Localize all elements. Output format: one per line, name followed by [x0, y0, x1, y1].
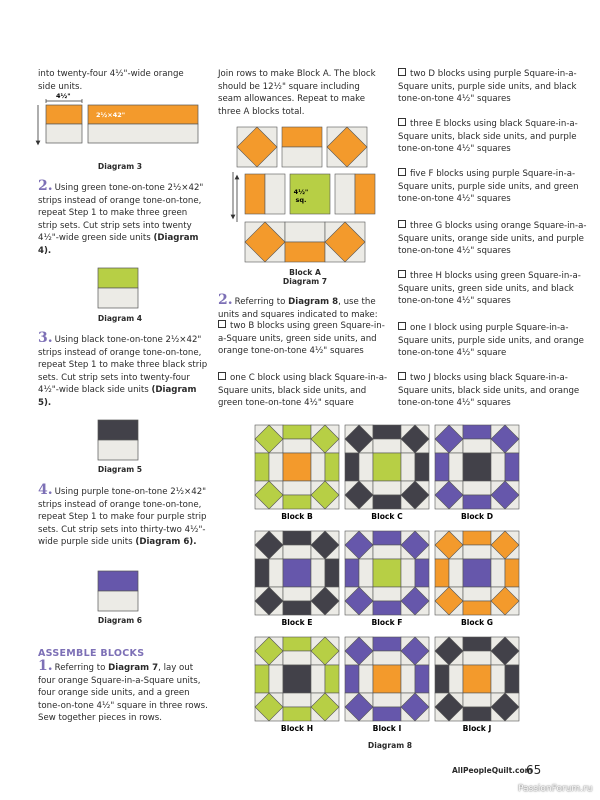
block-label: Block B [281, 512, 313, 521]
side-strip [491, 453, 505, 481]
side-strip [282, 147, 322, 167]
side-strip [283, 425, 311, 439]
checklist-text: two J blocks using black Square-in-a-Square units, black side units, and orange tone-on-tone 4½" squares [398, 373, 580, 409]
side-strip [373, 531, 401, 545]
side-strip [359, 559, 373, 587]
diagram-5-caption: Diagram 5 [97, 465, 143, 474]
diagram-7 [229, 122, 379, 272]
block-c [345, 425, 429, 509]
side-strip [373, 439, 401, 453]
side-strip [335, 174, 355, 214]
side-strip [505, 453, 519, 481]
diagram-6-caption: Diagram 6 [97, 616, 143, 625]
side-strip [373, 637, 401, 651]
assemble-step1-text-a: Referring to [54, 663, 109, 673]
checklist-item-d[interactable] [398, 68, 593, 106]
checklist-item-c[interactable] [218, 372, 388, 410]
side-strip [449, 453, 463, 481]
center-square [283, 453, 311, 481]
checklist-text: five F blocks using purple Square-in-a-Square units, purple side units, and green tone-on-tone 4½" squares [398, 169, 579, 205]
side-strip [283, 545, 311, 559]
side-strip [265, 174, 285, 214]
col2-intro: Join rows to make Block A. The block should be 12½" square including seam allowances. Repeat to make three A blocks total. [218, 69, 376, 117]
side-strip [463, 481, 491, 495]
side-strip [463, 707, 491, 721]
side-strip [283, 495, 311, 509]
block-label: Block J [462, 724, 492, 733]
side-strip [345, 665, 359, 693]
side-strip [373, 707, 401, 721]
page-number: 65 [526, 763, 542, 777]
checkbox[interactable] [398, 322, 406, 330]
side-strip [373, 495, 401, 509]
side-strip [325, 453, 339, 481]
side-strip [435, 453, 449, 481]
block-label: Block E [281, 618, 313, 627]
col2-step2-text-a: Referring to [234, 297, 289, 307]
side-strip [415, 453, 429, 481]
checkbox[interactable] [398, 168, 406, 176]
checkbox[interactable] [398, 270, 406, 278]
side-strip [373, 651, 401, 665]
watermark: PassionForum.ru [518, 784, 593, 794]
side-strip [463, 425, 491, 439]
side-strip [373, 587, 401, 601]
block-h [255, 637, 339, 721]
checklist-text: one I block using purple Square-in-a-Square units, purple side units, and orange tone-on-tone 4½" square [398, 323, 584, 359]
side-strip [283, 693, 311, 707]
step4-text: Using purple tone-on-tone 2½×42" strips instead of orange tone-on-tone, repeat Step 1 to make four purple strip sets. Cut strip sets into thirty-two 4½"-wide purple side units [38, 487, 207, 548]
side-strip [285, 222, 325, 242]
side-strip [401, 559, 415, 587]
diagram-6 [98, 571, 140, 613]
col2-step2-text-b: , use the units and squares indicated to make: [218, 297, 378, 320]
block-label: Block H [280, 724, 314, 733]
checkbox[interactable] [398, 118, 406, 126]
block-e [255, 531, 339, 615]
block-label: Block D [460, 512, 494, 521]
side-strip [401, 665, 415, 693]
assemble-step1-number: 1. [38, 658, 53, 674]
side-strip [463, 439, 491, 453]
center-square [283, 665, 311, 693]
step2-ref: (Diagram 4). [38, 233, 199, 256]
side-strip [373, 693, 401, 707]
side-strip [283, 439, 311, 453]
diagram7-center-label-a: 4½" [293, 188, 309, 196]
block-d [435, 425, 519, 509]
center-square [373, 559, 401, 587]
checkbox[interactable] [218, 320, 226, 328]
side-strip [463, 637, 491, 651]
footer-site: AllPeopleQuilt.com [452, 766, 533, 775]
side-strip [283, 531, 311, 545]
col1-step2 [38, 180, 208, 258]
block-label: Block F [371, 618, 403, 627]
side-strip [491, 559, 505, 587]
side-strip [449, 665, 463, 693]
diagram-8 [255, 425, 535, 755]
side-strip [373, 601, 401, 615]
side-strip [463, 545, 491, 559]
side-strip [373, 481, 401, 495]
step2-text: Using green tone-on-tone 2½×42" strips instead of orange tone-on-tone, repeat Step 1 to make three green strip sets. Cut strip sets into twenty 4½"-wide green side units [38, 183, 204, 244]
checklist-item-i[interactable] [398, 322, 593, 360]
side-strip [311, 665, 325, 693]
checklist-item-f[interactable] [398, 168, 593, 206]
col2-step2-ref: Diagram 8 [288, 297, 339, 307]
checklist-item-g[interactable] [398, 220, 593, 258]
side-strip [415, 559, 429, 587]
block-label: Block I [372, 724, 402, 733]
checkbox[interactable] [218, 372, 226, 380]
checklist-item-e[interactable] [398, 118, 593, 156]
diagram-8-caption: Diagram 8 [367, 741, 413, 750]
side-strip [435, 559, 449, 587]
side-strip [283, 637, 311, 651]
block-j [435, 637, 519, 721]
center-square [283, 559, 311, 587]
side-strip [491, 665, 505, 693]
side-strip [463, 601, 491, 615]
diagram-3 [30, 92, 200, 165]
side-strip [285, 242, 325, 262]
assemble-step1 [38, 660, 208, 725]
diagram-4 [98, 268, 140, 310]
step3-ref: (Diagram 5). [38, 385, 197, 408]
side-strip [269, 453, 283, 481]
center-square [463, 453, 491, 481]
side-strip [449, 559, 463, 587]
checklist-item-h[interactable] [398, 270, 593, 308]
side-strip [355, 174, 375, 214]
step4-ref: (Diagram 6). [135, 537, 197, 548]
center-square [463, 665, 491, 693]
block-label: Block G [460, 618, 494, 627]
checklist-item-b[interactable] [218, 320, 388, 358]
diagram3-width-label: 4½" [56, 92, 71, 100]
side-strip [463, 651, 491, 665]
checklist-text: three H blocks using green Square-in-a-Square units, green side units, and black tone-on-tone 4½" squares [398, 271, 581, 307]
col1-intro: into twenty-four 4½"-wide orange side units. [38, 69, 184, 92]
col2-step2-number: 2. [218, 292, 233, 308]
side-strip [282, 127, 322, 147]
diagram-5 [98, 420, 140, 462]
side-strip [373, 545, 401, 559]
side-strip [255, 665, 269, 693]
assemble-step1-text-b: , lay out four orange Square-in-a-Square units, four orange side units, and a green tone-on-tone 4½" square in three rows. Sew together pieces in rows. [38, 663, 208, 724]
diagram3-strip-label: 2½×42" [96, 111, 126, 119]
side-strip [283, 651, 311, 665]
side-strip [325, 665, 339, 693]
col1-step4 [38, 484, 208, 549]
block-i [345, 637, 429, 721]
side-strip [245, 174, 265, 214]
col2-step2 [218, 294, 388, 321]
side-strip [269, 559, 283, 587]
side-strip [359, 453, 373, 481]
diagram-7-caption: Diagram 7 [282, 277, 328, 286]
checkbox[interactable] [398, 372, 406, 380]
diagram-3-caption: Diagram 3 [97, 162, 143, 171]
side-strip [325, 559, 339, 587]
side-strip [463, 531, 491, 545]
center-square [373, 453, 401, 481]
block-b [255, 425, 339, 509]
side-strip [359, 665, 373, 693]
diagram-7-caption-block: Block A [289, 268, 321, 277]
block-f [345, 531, 429, 615]
side-strip [463, 495, 491, 509]
block-g [435, 531, 519, 615]
block-label: Block C [371, 512, 403, 521]
side-strip [505, 665, 519, 693]
side-strip [283, 601, 311, 615]
assemble-step1-ref: Diagram 7 [108, 663, 159, 673]
assemble-blocks-heading: ASSEMBLE BLOCKS [38, 648, 145, 659]
side-strip [435, 665, 449, 693]
side-strip [345, 559, 359, 587]
step4-number: 4. [38, 482, 53, 498]
side-strip [269, 665, 283, 693]
side-strip [311, 453, 325, 481]
checklist-text: two B blocks using green Square-in-a-Square units, green side units, and orange tone-on-tone 4½" squares [218, 321, 385, 357]
diagram-4-caption: Diagram 4 [97, 314, 143, 323]
center-square [373, 665, 401, 693]
diagram7-center-label-b: sq. [295, 196, 307, 204]
checklist-text: two D blocks using purple Square-in-a-Square units, purple side units, and black tone-on-tone 4½" squares [398, 69, 577, 105]
checkbox[interactable] [398, 220, 406, 228]
checklist-text: three G blocks using orange Square-in-a-Square units, orange side units, and purple tone-on-tone 4½" squares [398, 221, 587, 257]
side-strip [463, 587, 491, 601]
checklist-item-j[interactable] [398, 372, 593, 410]
checklist-text: three E blocks using black Square-in-a-Square units, black side units, and purple tone-on-tone 4½" squares [398, 119, 578, 155]
side-strip [463, 693, 491, 707]
step3-number: 3. [38, 330, 53, 346]
step3-text: Using black tone-on-tone 2½×42" strips instead of orange tone-on-tone, repeat Step 1 to make three black strip sets. Cut strip sets into twenty-four 4½"-wide black side units [38, 335, 208, 396]
checklist-text: one C block using black Square-in-a-Square units, black side units, and green tone-on-tone 4½" square [218, 373, 388, 409]
side-strip [415, 665, 429, 693]
side-strip [283, 481, 311, 495]
checkbox[interactable] [398, 68, 406, 76]
side-strip [373, 425, 401, 439]
side-strip [401, 453, 415, 481]
center-square [463, 559, 491, 587]
side-strip [311, 559, 325, 587]
side-strip [283, 707, 311, 721]
side-strip [283, 587, 311, 601]
side-strip [505, 559, 519, 587]
side-strip [345, 453, 359, 481]
side-strip [255, 559, 269, 587]
col1-step3 [38, 332, 208, 410]
step2-number: 2. [38, 178, 53, 194]
side-strip [255, 453, 269, 481]
